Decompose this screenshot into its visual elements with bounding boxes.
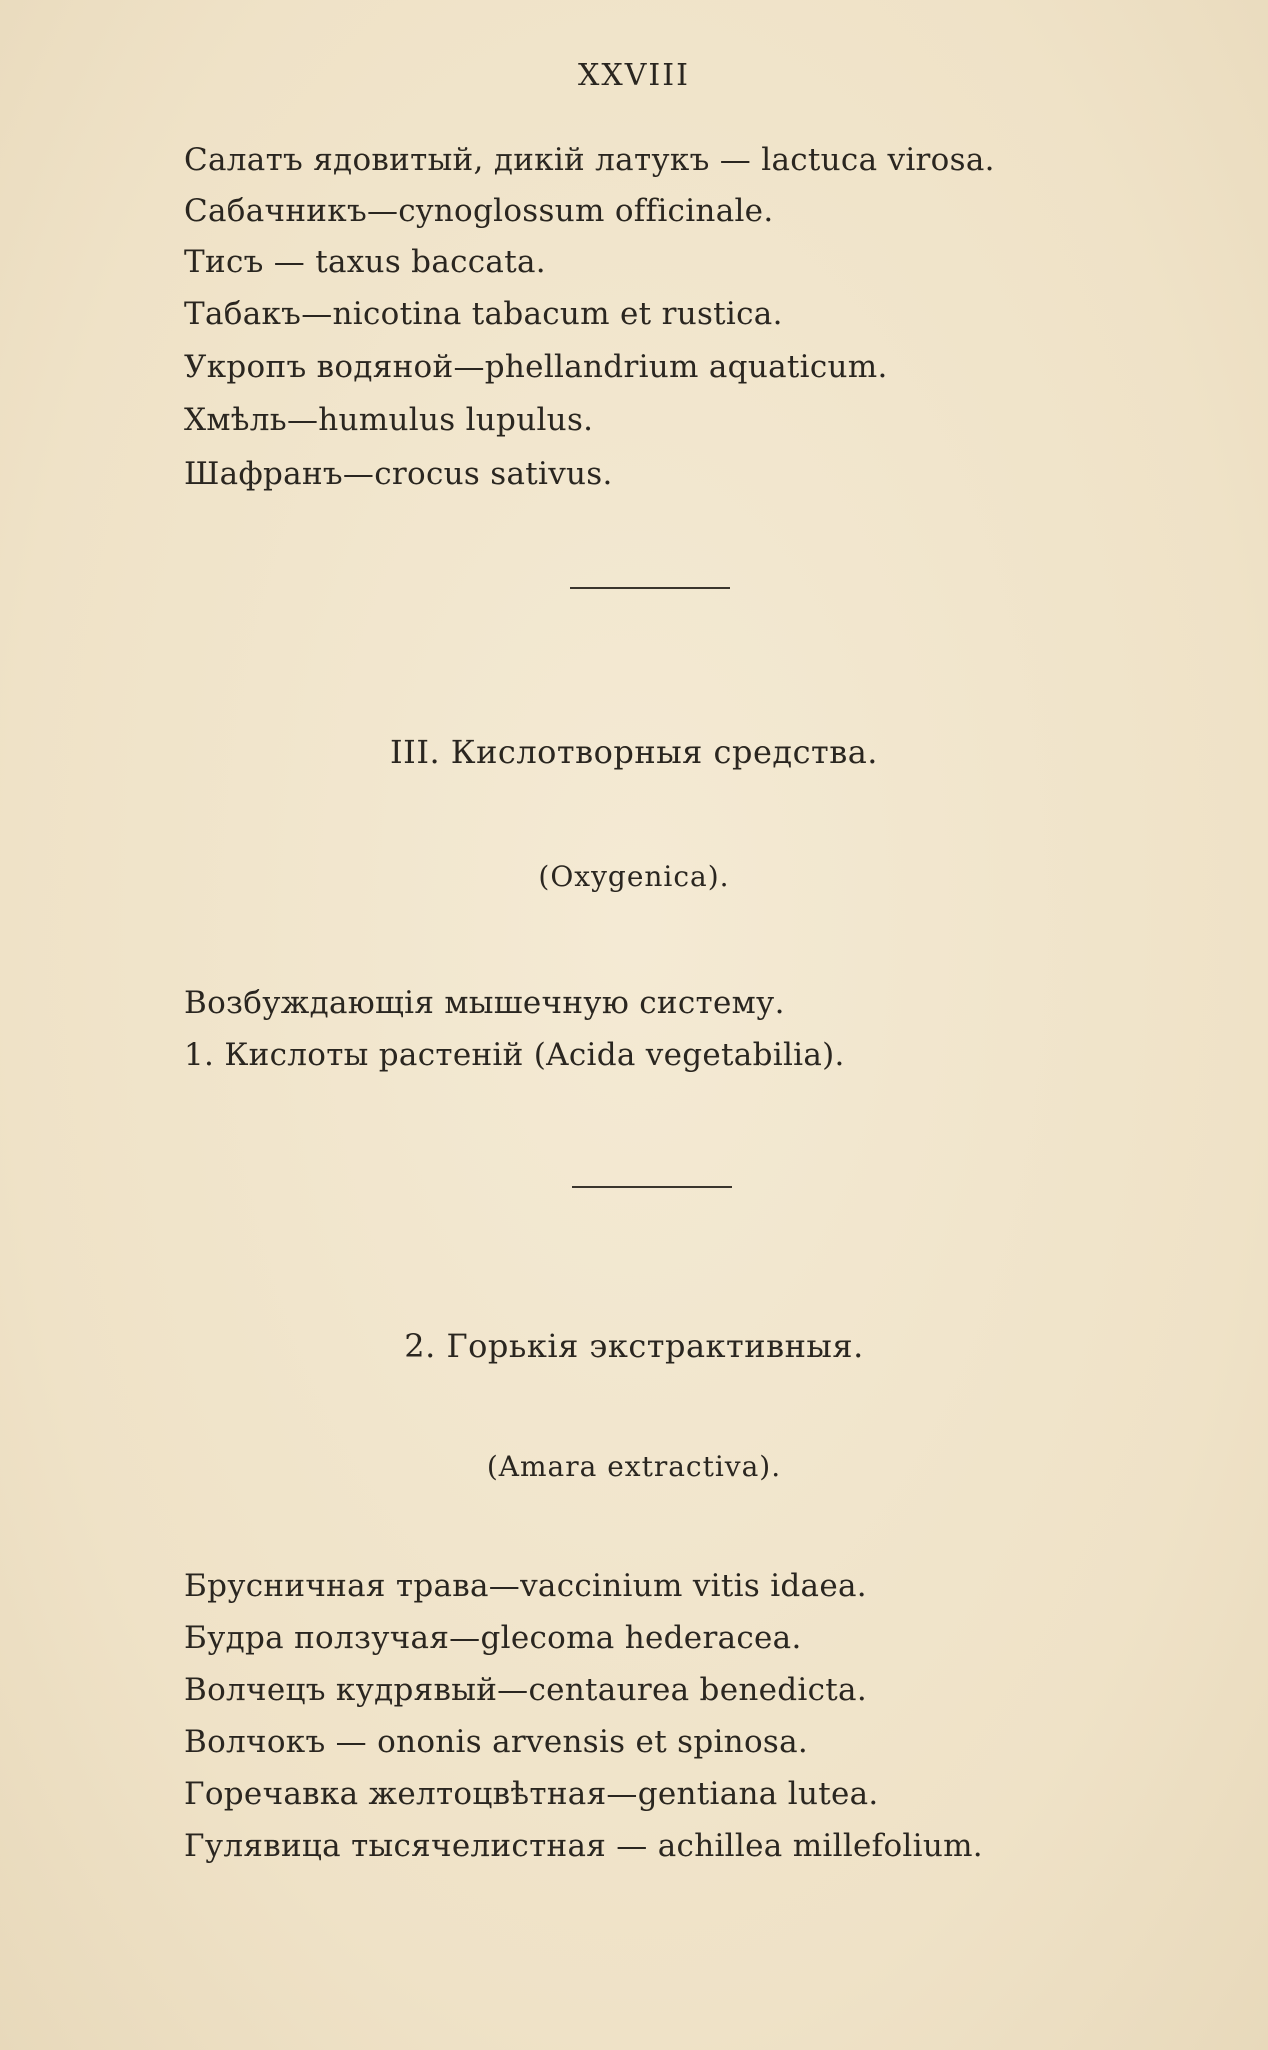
section-heading: 2. Горькія экстрактивныя. — [404, 1327, 864, 1365]
list-item: Табакъ—nicotina tabacum et rustica. — [184, 296, 783, 332]
list-item: Горечавка желтоцвѣтная—gentiana lutea. — [184, 1776, 879, 1812]
section-heading: III. Кислотворныя средства. — [390, 733, 878, 771]
section-subheading: (Oxygenica). — [538, 860, 730, 893]
section-divider — [572, 1186, 732, 1188]
list-item: Тисъ — taxus baccata. — [184, 244, 546, 280]
list-item: Шафранъ—crocus sativus. — [184, 456, 613, 492]
list-item: Волчокъ — ononis arvensis et spinosa. — [184, 1724, 809, 1760]
section-subheading: (Amara extractiva). — [486, 1450, 782, 1483]
list-item: Будра ползучая—glecoma hederacea. — [184, 1620, 802, 1656]
page-number: XXVIII — [578, 58, 690, 93]
body-text: 1. Кислоты растеній (Acida vegetabilia). — [184, 1037, 845, 1073]
list-item: Брусничная трава—vaccinium vitis idaea. — [184, 1568, 867, 1604]
list-item: Сабачникъ—cynoglossum officinale. — [184, 193, 774, 229]
list-item: Волчецъ кудрявый—centaurea benedicta. — [184, 1672, 867, 1708]
list-item: Гулявица тысячелистная — achillea millefolium. — [184, 1828, 983, 1864]
body-text: Возбуждающія мышечную систему. — [184, 985, 785, 1021]
list-item: Салатъ ядовитый, дикій латукъ — lactuca virosa. — [184, 142, 995, 178]
section-divider — [570, 587, 730, 589]
list-item: Хмѣль—humulus lupulus. — [184, 402, 594, 438]
list-item: Укропъ водяной—phellandrium aquaticum. — [184, 349, 888, 385]
